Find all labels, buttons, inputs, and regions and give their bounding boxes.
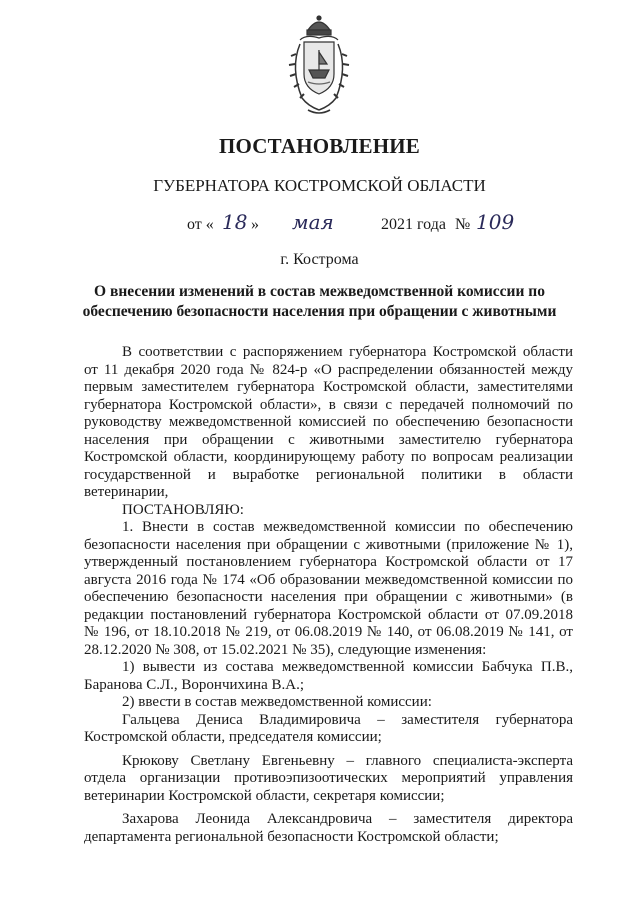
date-line: [0, 210, 639, 240]
member-entry-2: Крюкову Светлану Евгеньевну – главного специалиста-эксперта отдела организации противоэпизоотических мероприятий управления ветеринарии Костромской области, секретаря комиссии;: [84, 752, 573, 804]
heading-line-2: обеспечению безопасности населения при обращении с животными: [82, 303, 557, 320]
date-prefix: от «: [187, 216, 214, 233]
date-day-suffix: »: [251, 216, 259, 233]
subitem-2: 2) ввести в состав межведомственной комиссии:: [122, 694, 432, 710]
intro-paragraph: В соответствии с распоряжением губернатора Костромской области от 11 декабря 2020 года № 824-р «О распределении обязанностей между первым заместителем губернатора Костромской области, заместителями губернатора Костромской области», в связи с передачей полномочий по руководству межведомственной комиссией по обеспечению безопасности населения при обращении с животными заместителю губернатора Костромской области, координирующему работу по вопросам реализации государственной и выработке региональной политики в области ветеринарии,: [84, 344, 573, 500]
decree-word: ПОСТАНОВЛЯЮ:: [122, 501, 244, 518]
member-entry-3: Захарова Леонида Александровича – заместителя директора департамента региональной безопасности Костромской области;: [84, 811, 573, 845]
issuer-subtitle: ГУБЕРНАТОРА КОСТРОМСКОЙ ОБЛАСТИ: [153, 176, 486, 195]
number-label: №: [455, 216, 471, 233]
document-heading: [60, 282, 579, 322]
coat-of-arms-emblem: [286, 12, 352, 120]
document-body: [84, 344, 573, 846]
date-year: 2021 года: [381, 216, 446, 233]
subitem-1: 1) вывести из состава межведомственной комиссии Бабчука П.В., Баранова С.Л., Ворончихина В.А.;: [84, 659, 573, 693]
document-title: ПОСТАНОВЛЕНИЕ: [218, 134, 421, 158]
member-entry-1: Гальцева Дениса Владимировича – заместителя губернатора Костромской области, председателя комиссии;: [84, 711, 573, 745]
date-day-handwritten: 18: [222, 210, 248, 234]
document-number-handwritten: 109: [476, 210, 515, 234]
heading-line-1: О внесении изменений в состав межведомственной комиссии по: [94, 283, 545, 300]
city-line: г. Кострома: [280, 251, 359, 268]
date-month-handwritten: мая: [292, 210, 334, 234]
item-1-paragraph: 1. Внести в состав межведомственной комиссии по обеспечению безопасности населения при обращении с животными (приложение № 1), утвержденный постановлением губернатора Костромской области от 17 августа 2016 года № 174 «Об образовании межведомственной комиссии по обеспечению безопасности населения при обращении с животными» (в редакции постановлений губернатора Костромской области от 07.09.2018 № 196, от 18.10.2018 № 219, от 06.08.2019 № 140, от 06.08.2019 № 141, от 28.12.2020 № 308, от 15.02.2021 № 35), следующие изменения:: [84, 519, 573, 658]
